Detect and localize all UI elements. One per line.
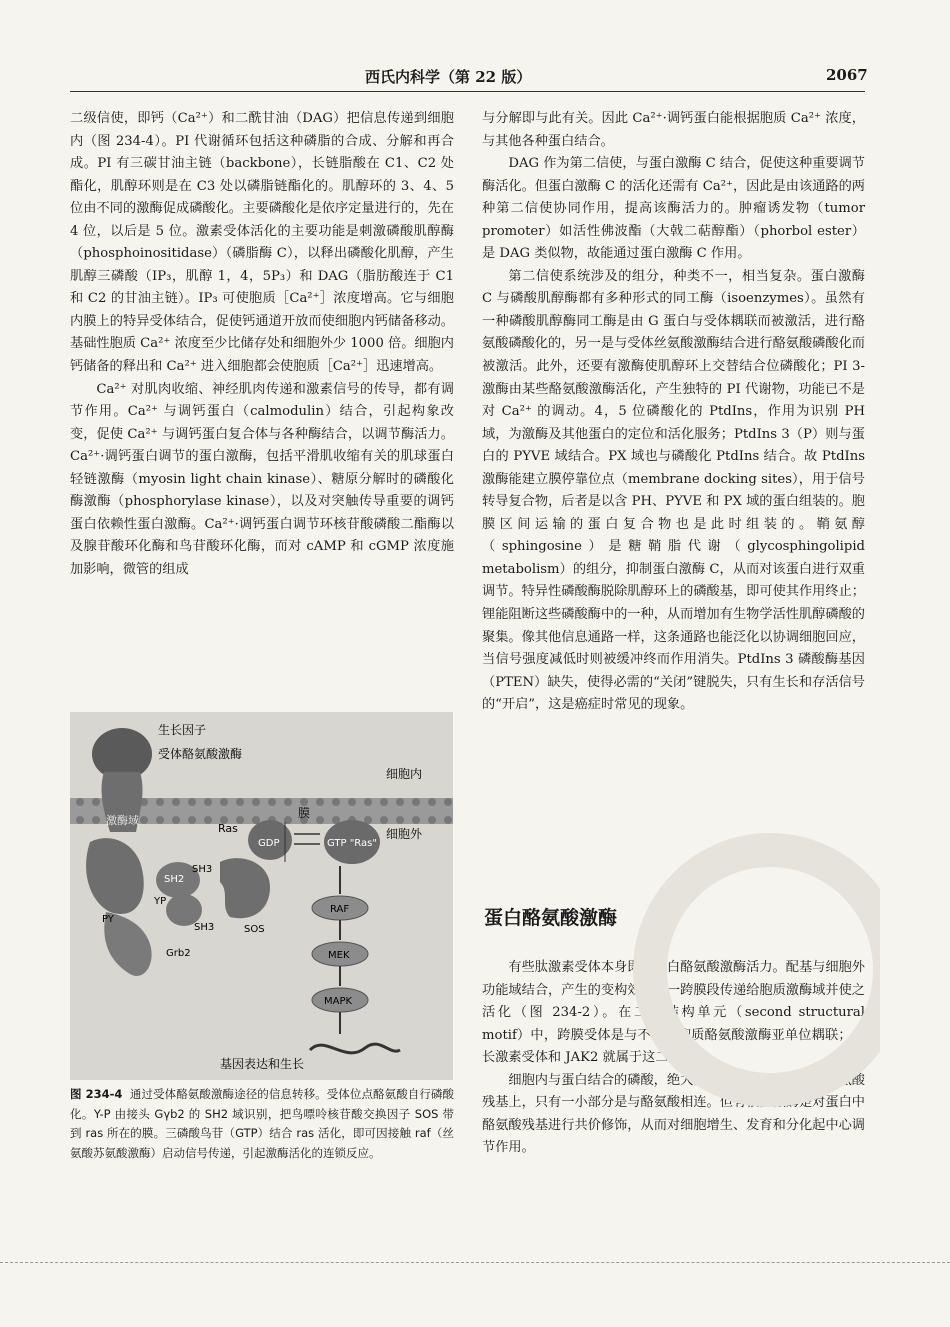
- header-rule: [70, 91, 865, 92]
- left-paragraph-2: Ca²⁺ 对肌肉收缩、神经肌肉传递和激素信号的传导，都有调节作用。Ca²⁺ 与调钙蛋白（calmodulin）结合，引起构象改变，促使 Ca²⁺ 与调钙蛋白复合体与各种酶结合，以调节酶活力。Ca²⁺·调钙蛋白调节的蛋白激酶，包括平滑肌收缩有关的肌球蛋白轻链激酶（myosin light chain kinase）、糖原分解时的磷酸化酶激酶（phosphorylase kinase），以及对突触传导重要的调钙蛋白依赖性蛋白激酶。Ca²⁺·调钙蛋白调节环核苷酸磷酸二酯酶以及腺苷酸环化酶和鸟苷酸环化酶，而对 cAMP 和 cGMP 浓度施加影响，微管的组成: [70, 381, 454, 577]
- pdg-watermark: [630, 820, 880, 1120]
- left-paragraph-1: 二级信使，即钙（Ca²⁺）和二酰甘油（DAG）把信息传递到细胞内（图 234-4）。PI 代谢循环包括这种磷脂的合成、分解和再合成。PI 有三碳甘油主链（backbone），长链脂酸在 C1、C2 处酯化，肌醇环则是在 C3 处以磷脂链酯化的。肌醇环的 3、4、5 位由不同的激酶促成磷酸化。主要磷酸化是依序定量进行的，先在 4 位，以后是 5 位。激素受体活化的主要功能是刺激磷酸肌醇酶（phosphoinositidase）（磷脂酶 C），以释出磷酸化肌醇，产生肌醇三磷酸（IP₃，肌醇 1，4，5P₃）和 DAG（脂肪酸连于 C1 和 C2 的甘油主链）。IP₃ 可使胞质［Ca²⁺］浓度增高。它与细胞内膜上的特异受体结合，促使钙通道开放而使细胞内钙储备移动。基础性胞质 Ca²⁺ 浓度至少比储存处和细胞外少 1000 倍。细胞内钙储备的释出和 Ca²⁺ 进入细胞都会使胞质［Ca²⁺］迅速增高。: [70, 111, 454, 375]
- label-mapk: MAPK: [324, 996, 353, 1007]
- kinase-domain-shape: [86, 838, 144, 914]
- label-sh3-bottom: SH3: [194, 922, 215, 933]
- page-footer-rule: [0, 1262, 950, 1263]
- label-raf: RAF: [330, 904, 350, 915]
- label-gtp-ras: GTP "Ras": [327, 838, 377, 849]
- label-kinase-domain: 激酶域: [106, 814, 139, 827]
- figure-234-4: [70, 712, 453, 1080]
- figure-caption-text: 通过受体酪氨酸激酶途径的信息转移。受体位点酪氨酸自行磷酸化。Y-P 由接头 Gγb2 的 SH2 域识别，把鸟嘌呤核苷酸交换因子 SOS 带到 ras 所在的膜。三磷酸鸟苷（GTP）结合 ras 活化，即可因接触 raf（丝氨酸苏氨酸激酶）启动信号传递，引起激酶活化的连锁反应。: [70, 1087, 455, 1160]
- label-receptor: 受体酪氨酸激酶: [158, 747, 243, 761]
- label-ras: Ras: [218, 822, 238, 835]
- figure-caption-label: 图 234-4: [70, 1087, 123, 1101]
- sos-shape: [220, 858, 270, 918]
- label-sh3-top: SH3: [192, 864, 213, 875]
- right-column: [482, 108, 865, 717]
- page-number: 2067: [826, 66, 868, 84]
- dna-helix: [310, 1044, 400, 1053]
- label-growth-factor: 生长因子: [158, 723, 207, 737]
- signal-pathway-diagram: [70, 712, 453, 1080]
- label-gene-expression: 基因表达和生长: [220, 1057, 305, 1071]
- label-py: PY: [102, 914, 114, 925]
- figure-caption: [70, 1085, 454, 1163]
- section-paragraph-1: 有些肽激素受体本身即含蛋白酪氨酸激酶活力。配基与细胞外功能域结合，产生的变构效应经一跨膜段传递给胞质激酶域并使之活化（图 234-2）。在二级结构单元（second structural motif）中，跨膜受体是与不同的胞质酪氨酸激酶亚单位耦联；生长激素受体和 JAK2 就属于这二类。: [482, 960, 865, 1066]
- left-column: [70, 108, 454, 581]
- label-intracellular: 细胞内: [386, 767, 423, 781]
- label-grb2: Grb2: [166, 948, 191, 959]
- right-paragraph-1: 与分解即与此有关。因此 Ca²⁺·调钙蛋白能根据胞质 Ca²⁺ 浓度，与其他各种蛋白结合。: [482, 111, 865, 149]
- section-paragraph-2: 细胞内与蛋白结合的磷酸，绝大多数都附着在丝氨酸和苏氨酸残基上，只有一小部分是与酪氨酸相连。但有很多激酶是对蛋白中酪氨酸残基进行共价修饰，从而对细胞增生、发育和分化起中心调节作用。: [482, 1072, 865, 1156]
- right-paragraph-3: 第二信使系统涉及的组分，种类不一，相当复杂。蛋白激酶 C 与磷酸肌醇酶都有多种形式的同工酶（isoenzymes）。虽然有一种磷酸肌醇酶同工酶是由 G 蛋白与受体耦联而被激活，进行酪氨酸磷酸化的，另一是与受体丝氨酸激酶结合进行酪氨酸磷酸化而被激活。此外，还要有激酶使肌醇环上交替结合位磷酸化；PI 3-激酶由某些酪氨酸激酶活化，产生独特的 PI 代谢物，功能已不是对 Ca²⁺ 的调动。4，5 位磷酸化的 PtdIns，作用为识别 PH 域，为激酶及其他蛋白的定位和活化服务；PtdIns 3（P）则与蛋白的 PYVE 域结合。PX 域也与磷酸化 PtdIns 结合。故 PtdIns 激酶能建立膜停靠位点（membrane docking sites），用于信号转导复合物，后者是以含 PH、PYVE 和 PX 域的蛋白组装的。胞膜区间运输的蛋白复合物也是此时组装的。鞘氨醇（sphingosine）是糖鞘脂代谢（glycosphingolipid metabolism）的组分，抑制蛋白激酶 C，从而对该蛋白进行双重调节。特异性磷酸酶脱除肌醇环上的磷酸基，即可使其作用终止；锂能阻断这些磷酸酶中的一种，从而增加有生物学活性肌醇磷酸的聚集。像其他信息通路一样，这条通路也能泛化以协调细胞回应，当信号强度减低时则被缓冲终而作用消失。PtdIns 3 磷酸酶基因（PTEN）缺失，使得必需的“关闭”键脱失，只有生长和存活信号的“开启”，这是癌症时常见的现象。: [482, 268, 865, 713]
- label-gdp: GDP: [258, 838, 280, 849]
- label-sh2: SH2: [164, 874, 185, 885]
- label-sos: SOS: [244, 924, 265, 935]
- label-extracellular: 细胞外: [386, 827, 423, 841]
- section-heading: 蛋白酪氨酸激酶: [484, 907, 618, 929]
- label-membrane: 膜: [298, 806, 311, 820]
- label-mek: MEK: [328, 950, 350, 961]
- right-paragraph-2: DAG 作为第二信使，与蛋白激酶 C 结合，促使这种重要调节酶活化。但蛋白激酶 C 的活化还需有 Ca²⁺，因此是由该通路的两种第二信使协同作用，提高该酶活力的。肿瘤诱发物（tumor promoter）如活性佛波酯（大戟二萜醇酯）（phorbol ester）是 DAG 类似物，故能通过蛋白激酶 C 作用。: [482, 156, 865, 262]
- label-yp: YP: [154, 896, 167, 907]
- page-header-title: 西氏内科学（第 22 版）: [365, 68, 532, 86]
